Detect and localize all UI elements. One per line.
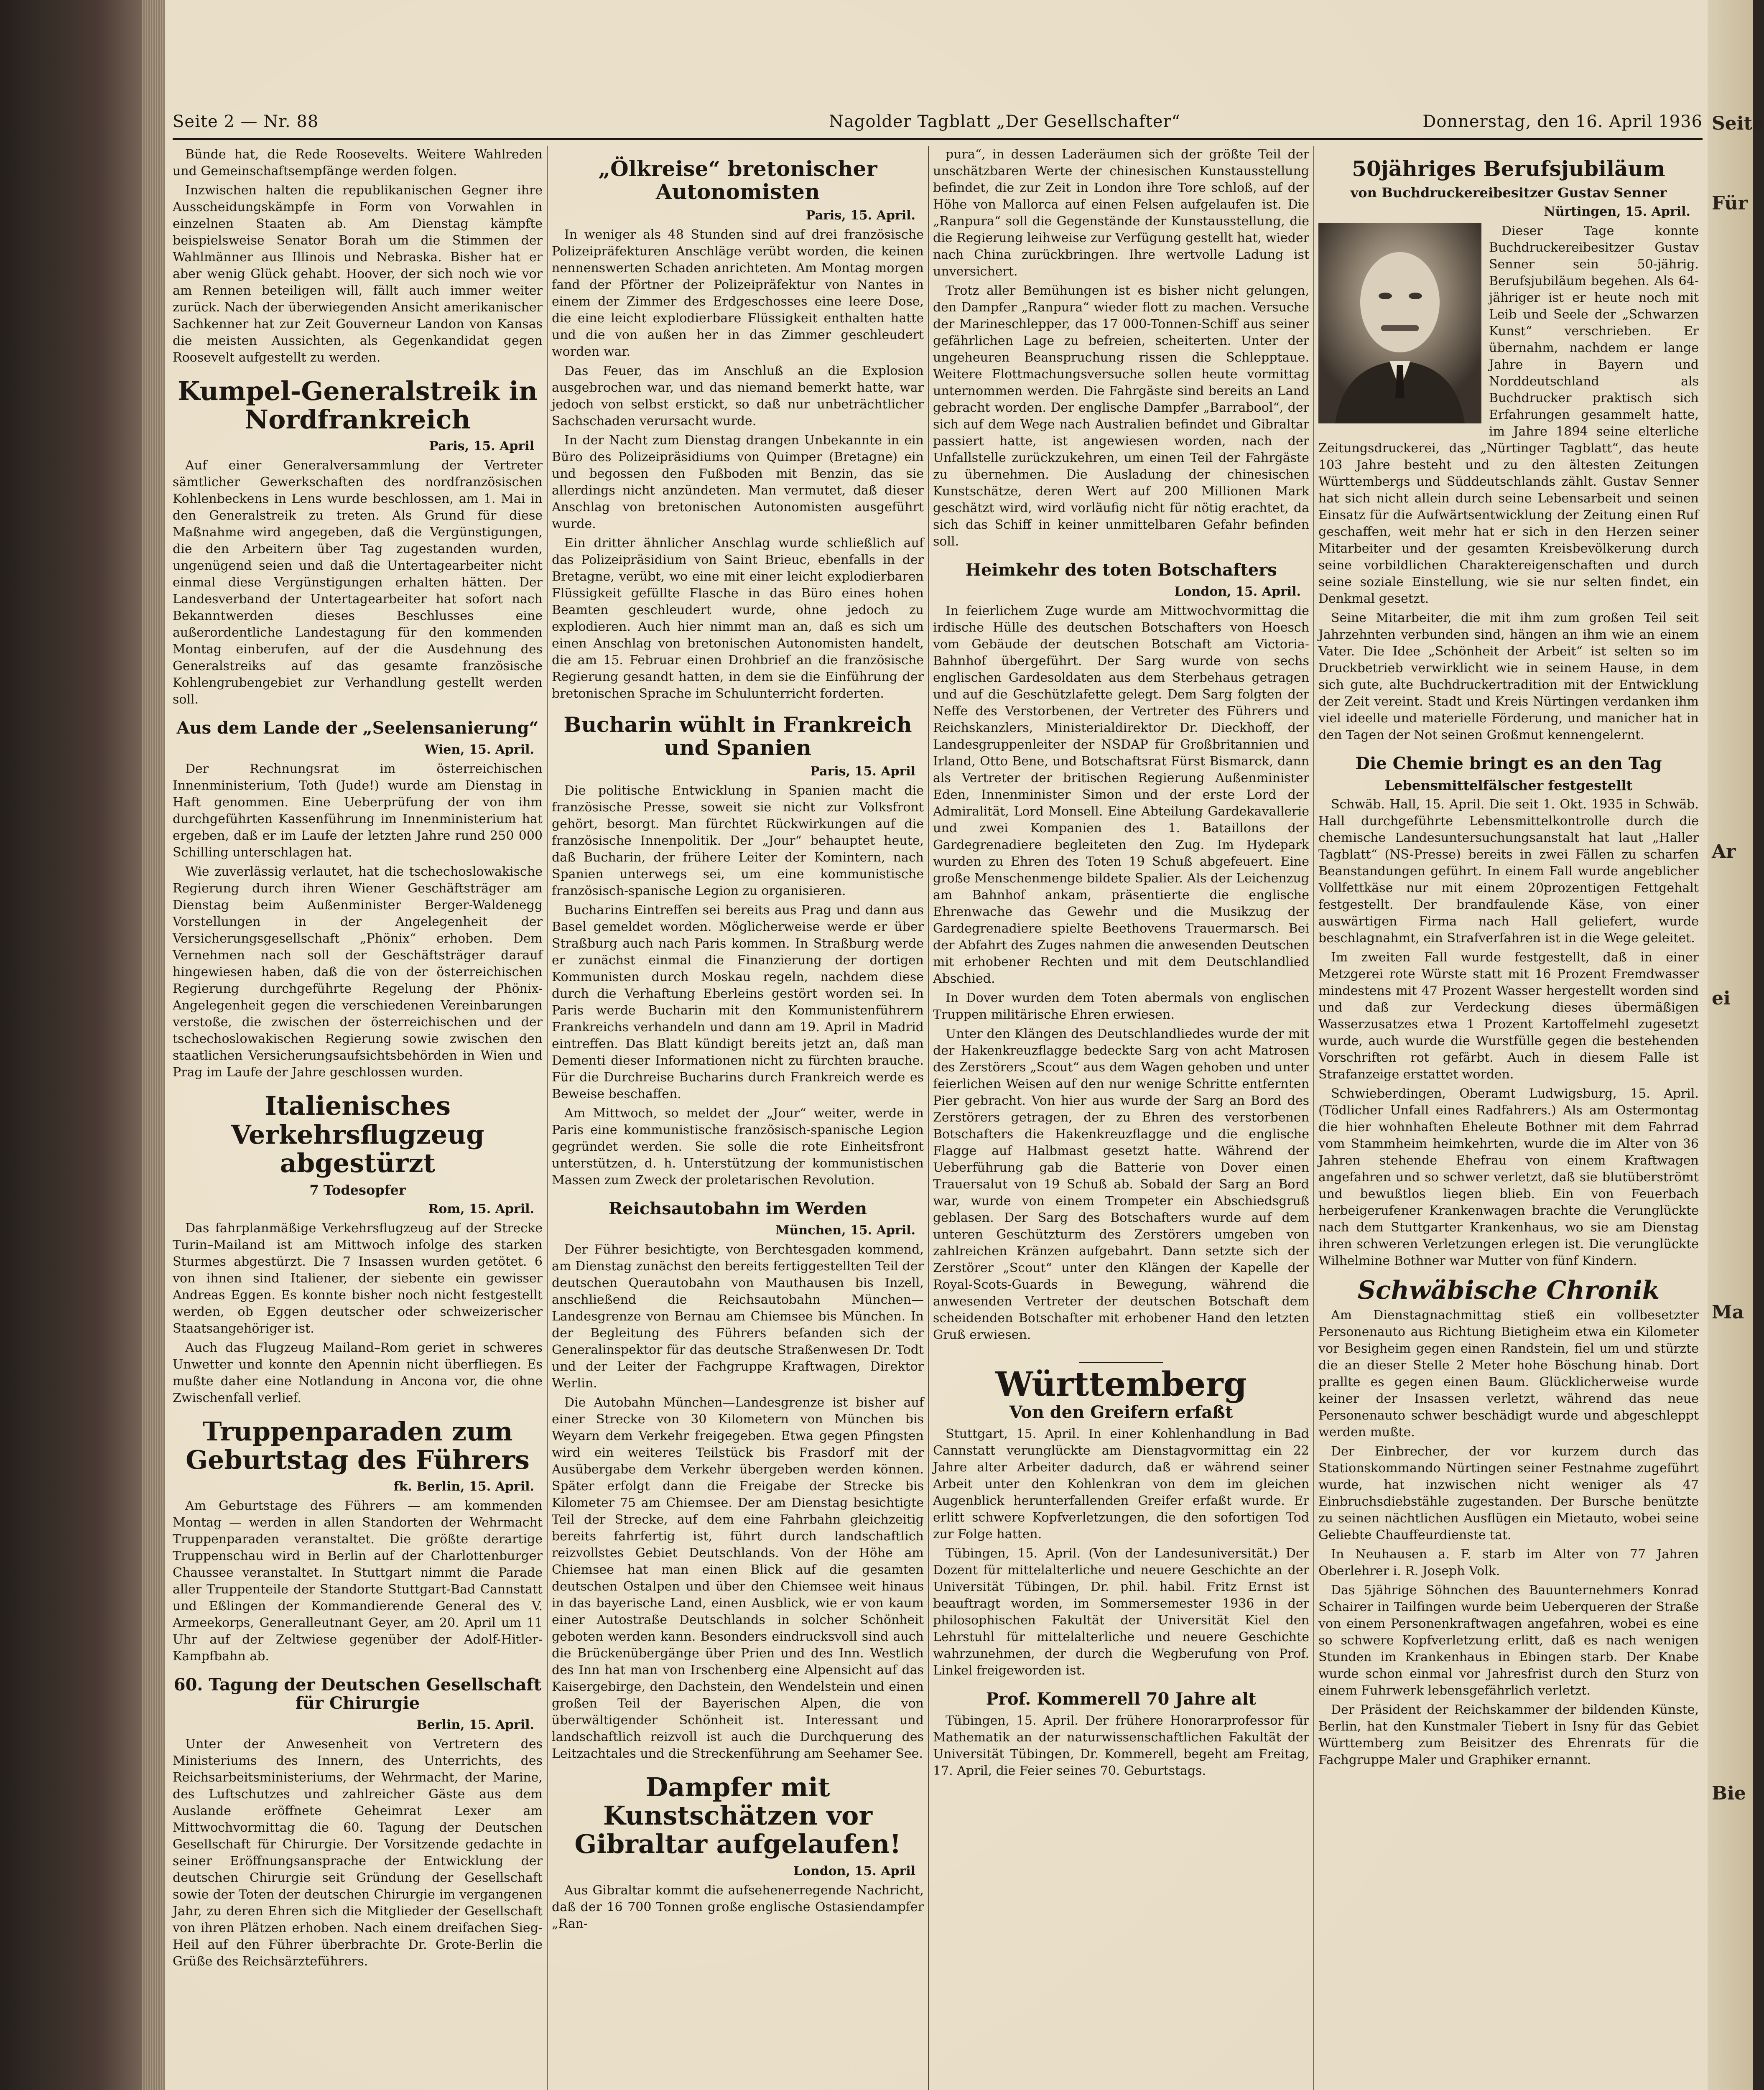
dateline: fk. Berlin, 15. April. bbox=[393, 1479, 534, 1494]
article-text: Der Rechnungsrat im österreichischen Innenministerium, Toth (Jude!) wurde am Dienstag in Haft genommen. Eine Ueberprüfung der von ihm durchgeführten Kassenführung im Innenministerium hat ergeben, daß er im Laufe der letzten Jahre rund 250 000 Schilling unterschlagen hat. bbox=[173, 762, 543, 860]
subheadline: von Buchdruckereibesitzer Gustav Senner bbox=[1350, 185, 1667, 201]
article-text: pura“, in dessen Laderäumen sich der größte Teil der unschätzbaren Werte der chinesischen Kunstausstellung befindet, die zur Zeit in London ihre Tore schloß, auf der Höhe von Mallorca auf einen Felsen aufgelaufen ist. Die „Ranpura“ soll die Gegenstände der Kunstausstellung, die die Regierung leihweise zur Verfügung gestellt hat, wieder nach China zurückbringen. Ihre wertvolle Ladung ist unversichert. bbox=[933, 147, 1309, 279]
dateline: Wien, 15. April. bbox=[424, 742, 534, 757]
edge-fragment: ei bbox=[1712, 988, 1731, 1009]
headline-seelensanierung: Aus dem Lande der „Seelensanierung“ bbox=[176, 718, 539, 738]
article-text: Im zweiten Fall wurde festgestellt, daß in einer Metzgerei rote Würste statt mit 16 Prozent Fremdwasser mindestens mit 47 Prozent Wasser hergestellt worden sind und daß zur Verdeckung dieses übermäßigen Wasserzusatzes etwa 1 Prozent Kartoffelmehl zugesetzt wurde, auch wurde die Wurstfülle gegen die bestehenden Vorschriften rot gefärbt. Auch in diesem Falle ist Strafanzeige erstattet worden. bbox=[1318, 950, 1699, 1082]
dateline: Berlin, 15. April. bbox=[416, 1718, 534, 1733]
article-text: In weniger als 48 Stunden sind auf drei französische Polizeipräfekturen Anschläge verübt worden, die keinen nennenswerten Schaden anrichteten. Am Montag morgen fand der Pförtner der Polizeipräfektur von Nantes in einem der Zimmer des Erdgeschosses eine leere Dose, die eine leicht explodierbare Flüssigkeit enthalten hatte und die von außen her in das Zimmer geschleudert worden war. bbox=[552, 227, 924, 359]
article-text: Aus Gibraltar kommt die aufsehenerregende Nachricht, daß der 16 700 Tonnen große englische Ostasiendampfer „Ran- bbox=[552, 1883, 924, 1931]
book-binding bbox=[0, 0, 165, 2090]
article-text: Unter den Klängen des Deutschlandliedes wurde der mit der Hakenkreuzflagge bedeckte Sarg von acht Matrosen des Zerstörers „Scout“ aus dem Wagen gehoben und unter feierlichen Weisen auf den nur wenige Schritte entfernten Pier gebracht. Von hier aus wurde der Sarg an Bord des Zerstörers getragen, der zu Ehren des verstorbenen Botschafters die Hakenkreuzflagge und die englische Flagge auf Halbmast gesetzt hatte. Während der Ueberführung gab die Batterie von Dover einen Trauersalut von 19 Schuß ab. Sobald der Sarg an Bord war, wurde von einem Trompeter ein Abschiedsgruß geblasen. Der Sarg des Botschafters wurde auf dem unteren Geschützturm des Zerstörers umgeben von zahlreichen Kränzen aufgebahrt. Dann setzte sich der Zerstörer „Scout“ unter den Klängen der Kapelle der Royal-Scots-Guards in Bewegung, während die anwesenden Vertreter der deutschen Botschaft dem scheidenden Botschafter mit erhobener Hand den letzten Gruß erwiesen. bbox=[933, 1027, 1309, 1342]
headline-chirurgie: 60. Tagung der Deutschen Gesellschaft für Chirurgie bbox=[173, 1675, 542, 1713]
article-text: In Neuhausen a. F. starb im Alter von 77 Jahren Oberlehrer i. R. Joseph Volk. bbox=[1318, 1547, 1699, 1578]
headline-kommerell: Prof. Kommerell 70 Jahre alt bbox=[986, 1689, 1257, 1709]
headline-reichsautobahn: Reichsautobahn im Werden bbox=[608, 1199, 867, 1218]
dateline: Paris, 15. April bbox=[810, 764, 915, 779]
article-text: Unter der Anwesenheit von Vertretern des Ministeriums des Innern, des Unterrichts, des Reichsarbeitsministeriums, der Wehrmacht, der Marine, des Luftschutzes und zahlreicher Gäste aus dem Auslande eröffnete Geheimrat Lexer am Mittwochvormittag die 60. Tagung der Deutschen Gesellschaft für Chirurgie. Der Vorsitzende gedachte in seiner Eröffnungsansprache der Entwicklung der deutschen Chirurgie seit Gründung der Gesellschaft sowie der Toten der deutschen Chirurgie im vergangenen Jahr, zu deren Ehren sich die Mitglieder der Gesellschaft von ihren Plätzen erhoben. Nach einem dreifachen Sieg-Heil auf den Führer überbrachte Dr. Grote-Berlin die Grüße des Reichsärzteführers. bbox=[173, 1737, 543, 1969]
dateline: München, 15. April. bbox=[775, 1223, 915, 1238]
article-text: Inzwischen halten die republikanischen Gegner ihre Ausscheidungskämpfe in Form von Vorwahlen in einzelnen Staaten ab. Am Dienstag kämpfte beispielsweise Senator Borah um die Stimmen der Wahlmänner aus Illinois und Nebraska. Bisher hat er aber wenig Glück gehabt. Hoover, der sich noch wie vor am Rennen beteiligen will, fällt auch immer weiter zurück. Nach der überwiegenden Ansicht amerikanischer Sachkenner hat zur Zeit Gouverneur Landon von Kansas die meisten Aussichten, als Gegenkandidat gegen Roosevelt aufgestellt zu werden. bbox=[173, 183, 543, 365]
next-page-edge bbox=[1708, 0, 1764, 2090]
column-4 bbox=[1318, 146, 1699, 2090]
newspaper-page bbox=[165, 0, 1708, 2090]
edge-fragment: Bie bbox=[1712, 1783, 1746, 1804]
article-text: Das Feuer, das im Anschluß an die Explosion ausgebrochen war, und das niemand bemerkt hatte, war jedoch von selbst erstickt, so daß nur unbeträchtlicher Sachschaden verursacht wurde. bbox=[552, 364, 924, 428]
article-text: Schwieberdingen, Oberamt Ludwigsburg, 15. April. (Tödlicher Unfall eines Radfahrers.) Als am Ostermontag die hier wohnhaften Eheleute Bothner mit dem Fahrrad vom Stammheim heimkehrten, wurde die im Alter von 36 Jahren stehende Ehefrau von einem Kraftwagen angefahren und so schwer verletzt, daß sie blutüberströmt und bewußtlos liegen blieb. Ein von Feuerbach herbeigerufener Krankenwagen brachte die Verunglückte nach dem Stuttgarter Krankenhaus, wo sie am Dienstag ihren schweren Verletzungen erlegen ist. Die verunglückte Wilhelmine Bothner war Mutter von fünf Kindern. bbox=[1318, 1086, 1699, 1268]
headline-berufsjubilaeum: 50jähriges Berufsjubiläum bbox=[1352, 156, 1665, 181]
article-text: Stuttgart, 15. April. In einer Kohlenhandlung in Bad Cannstatt verunglückte am Dienstagvormittag ein 22 Jahre alter Arbeiter dadurch, daß er während seiner Arbeit unter den Kohlenkran von dem im gleichen Augenblick herunterfallenden Greifer erfaßt wurde. Er erlitt schwere Kopfverletzungen, die den sofortigen Tod zur Folge hatten. bbox=[933, 1427, 1309, 1542]
article-text: Auf einer Generalversammlung der Vertreter sämtlicher Gewerkschaften des nordfranzösischen Kohlenbeckens in Lens wurde beschlossen, am 1. Mai in den Generalstreik zu treten. Als Grund für diese Maßnahme wird angegeben, daß die Vergünstigungen, die den Arbeitern über Tag zugestanden wurden, ungenügend seien und daß die Untertagearbeiter nicht einmal diese Vergünstigungen erhalten hätten. Der Landesverband der Untertagearbeiter hat sofort nach Bekanntwerden dieses Beschlusses eine außerordentliche Landestagung für den kommenden Montag einberufen, auf der die Ausdehnung des Generalstreiks auf das gesamte französische Kohlengrubengebiet zur Verhandlung gestellt werden soll. bbox=[173, 458, 543, 707]
dateline: Paris, 15. April. bbox=[806, 208, 915, 223]
section-title-chronik: Schwäbische Chronik bbox=[1357, 1276, 1660, 1305]
portrait-photo bbox=[1318, 223, 1481, 423]
subheadline: 7 Todesopfer bbox=[309, 1182, 406, 1198]
article-text: Trotz aller Bemühungen ist es bisher nicht gelungen, den Dampfer „Ranpura“ wieder flott zu machen. Versuche der Marineschlepper, das 17 000-Tonnen-Schiff aus seiner gefährlichen Lage zu befreien, scheiterten. Unter der ungeheuren Beanspruchung rissen die Schlepptaue. Weitere Flottmachungsversuche sollen heute vormittag unternommen werden. Die Fahrgäste sind bereits an Land gebracht worden. Der englische Dampfer „Barrabool“, der sich auf dem Wege nach Australien befindet und Gibraltar passiert hatte, ist angewiesen worden, nach der Unfallstelle zurückzukehren, um einen Teil der Fahrgäste zu übernehmen. Die Ausladung der chinesischen Kunstschätze, deren Wert auf 200 Millionen Mark geschätzt wird, wird vorläufig nicht für nötig erachtet, da sich das Schiff in keiner unmittelbaren Gefahr befinden soll. bbox=[933, 283, 1309, 549]
headline-dampfer: Dampfer mit Kunstschätzen vor Gibraltar aufgelaufen! bbox=[574, 1772, 901, 1860]
page-header bbox=[173, 112, 1703, 137]
headline-greifer: Von den Greifern erfaßt bbox=[1009, 1402, 1233, 1422]
column-divider bbox=[928, 146, 929, 2090]
article-text: Seine Mitarbeiter, die mit ihm zum großen Teil seit Jahrzehnten verbunden sind, hängen an ihm wie an einem Vater. Die Idee „Schönheit der Arbeit“ ist selten so im Druckbetrieb verwirklicht wie in seinem Hause, in dem sich gute, alte Buchdruckertradition mit der Entwicklung der Zeit vereint. Stadt und Kreis Nürtingen verdanken ihm viel ideelle und materielle Förderung, und manicher hat in den Tagen der Not seinen Großmut kennengelernt. bbox=[1318, 611, 1699, 742]
section-rule bbox=[1079, 1362, 1163, 1363]
article-text: Der Führer besichtigte, von Berchtesgaden kommend, am Dienstag zunächst den bereits fertiggestellten Teil der deutschen Querautobahn von Mauthausen bis Inzell, anschließend die Reichsautobahn München—Landesgrenze von Bernau am Chiemsee bis München. In der Begleitung des Führers befanden sich der Generalinspektor für das deutsche Straßenwesen Dr. Todt und der Leiter der Fachgruppe Kraftwagen, Direktor Werlin. bbox=[552, 1242, 924, 1391]
edge-fragment: Ar bbox=[1712, 841, 1736, 862]
headline-truppenparaden: Truppenparaden zum Geburtstag des Führers bbox=[186, 1416, 530, 1476]
headline-verkehrsflugzeug: Italienisches Verkehrsflugzeug abgestürzt bbox=[231, 1091, 484, 1178]
edge-fragment: Seite bbox=[1712, 113, 1764, 134]
article-text: Bünde hat, die Rede Roosevelts. Weitere Wahlreden und Gemeinschaftsempfänge werden folgen. bbox=[173, 147, 543, 178]
article-text: Tübingen, 15. April. (Von der Landesuniversität.) Der Dozent für mittelalterliche und neuere Geschichte an der Universität Tübingen, Dr. phil. habil. Fritz Ernst ist beauftragt worden, im Sommersemester 1936 in der philosophischen Fakultät der Universität Kiel den Lehrstuhl für mittelalterliche und neuere Geschichte wahrzunehmen, der durch die Wegberufung von Prof. Linkel freigeworden ist. bbox=[933, 1546, 1309, 1678]
edge-fragment: Ma bbox=[1712, 1302, 1744, 1323]
article-text: Das fahrplanmäßige Verkehrsflugzeug auf der Strecke Turin–Mailand ist am Mittwoch infolge des starken Sturmes abgestürzt. Die 7 Insassen wurden getötet. 6 von ihnen sind Italiener, der siebente ein gewisser Andreas Eggen. Es konnte bisher noch nicht festgestellt werden, ob Eggen deutscher oder schweizerischer Staatsangehöriger ist. bbox=[173, 1221, 543, 1336]
dateline: Nürtingen, 15. April. bbox=[1544, 204, 1690, 219]
subheadline: Lebensmittelfälscher festgestellt bbox=[1384, 777, 1633, 793]
column-1 bbox=[173, 146, 543, 2090]
article-text: Das 5jährige Söhnchen des Bauunternehmers Konrad Schairer in Tailfingen wurde beim Ueberqueren der Straße von einem Personenkraftwagen angefahren, wobei es eine so schwere Kopfverletzung erlitt, daß es nach wenigen Stunden im Krankenhaus in Ebingen starb. Der Knabe wurde schon einmal vor Jahresfrist durch den Sturz von einem Fuhrwerk lebensgefährlich verletzt. bbox=[1318, 1583, 1699, 1698]
article-text: Ein dritter ähnlicher Anschlag wurde schließlich auf das Polizeipräsidium von Saint Brieuc, ebenfalls in der Bretagne, verübt, wo eine mit einer leicht explodierbaren Flüssigkeit gefüllte Flasche in das Büro eines hohen Beamten geschleudert wurde, ohne jedoch zu explodieren. Auch hier nimmt man an, daß es sich um einen Anschlag von bretonischen Autonomisten handelt, die am 15. Februar einen Drohbrief an die französische Regierung gesandt hatten, in dem sie die Einführung der bretonischen Sprache im Schulunterricht forderten. bbox=[552, 536, 924, 701]
dateline: Rom, 15. April. bbox=[428, 1201, 534, 1216]
section-title-wuerttemberg: Württemberg bbox=[995, 1364, 1247, 1404]
header-date: Donnerstag, den 16. April 1936 bbox=[1422, 112, 1703, 131]
article-text: Dieser Tage konnte Buchdruckereibesitzer Gustav Senner sein 50-jährig. Berufsjubiläum begehen. Als 64-jähriger ist er heute noch mit Leib und Seele der „Schwarzen Kunst“ verschrieben. Er übernahm, nachdem er lange Jahre in Bayern und Norddeutschland als Buchdrucker praktisch sich Erfahrungen gesammelt hatte, im Jahre 1894 seine elterliche Zeitungsdruckerei, das „Nürtinger Tagblatt“, das heute 103 Jahre besteht und zu den ältesten Zeitungen Württembergs und Süddeutschlands zählt. Gustav Senner hat sich nicht allein durch seine Lebensarbeit und seinen Einsatz für die Aufwärtsentwicklung der Zeitung einen Ruf geschaffen, weit mehr hat er sich in den Herzen seiner Mitarbeiter und der gesamten Kreisbevölkerung durch seine vorbildlichen Charaktereigenschaften und durch seine soziale Einstellung, wie sie nur selten findet, ein Denkmal gesetzt. bbox=[1318, 224, 1699, 606]
headline-botschafter: Heimkehr des toten Botschafters bbox=[965, 560, 1277, 580]
headline-chemie: Die Chemie bringt es an den Tag bbox=[1355, 754, 1662, 773]
dateline: Paris, 15. April bbox=[429, 439, 534, 454]
page-stack-edge bbox=[142, 0, 165, 2090]
article-text: Am Geburtstage des Führers — am kommenden Montag — werden in allen Standorten der Wehrmacht Truppenparaden veranstaltet. Die größte derartige Truppenschau wird in Berlin auf der Charlottenburger Chaussee veranstaltet. In Stuttgart nimmt die Parade aller Truppenteile der Standorte Stuttgart-Bad Cannstatt und Eßlingen der Kommandierende General des V. Armeekorps, Generalleutnant Geyer, am 20. April um 11 Uhr auf der Zeltwiese gegenüber der Adolf-Hitler-Kampfbahn ab. bbox=[173, 1499, 543, 1664]
article-text: In feierlichem Zuge wurde am Mittwochvormittag die irdische Hülle des deutschen Botschafters von Hoesch vom Gebäude der deutschen Botschaft am Victoria-Bahnhof übergeführt. Der Sarg wurde von sechs englischen Gardesoldaten aus dem Sterbehaus getragen und auf die Geschützlafette gelegt. Dem Sarg folgten der Neffe des Verstorbenen, der Vertreter des Führers und Reichskanzlers, Ministerialdirektor Dr. Dieckhoff, der Landesgruppenleiter der NSDAP für Großbritannien und Irland, Otto Bene, und Botschaftsrat Fürst Bismarck, dann als Vertreter der britischen Regierung Außenminister Eden, Innenminister Simon und der erste Lord der Admiralität, Lord Monsell. Eine Abteilung Gardekavallerie und zwei Kompanien des 1. Bataillons der Gardegrenadiere begleiteten den Zug. Im Hydepark wurden zu Ehren des Toten 19 Schuß abgefeuert. Eine große Menschenmenge bildete Spalier. Als der Leichenzug am Bahnhof ankam, präsentierte die englische Ehrenwache das Gewehr und die Musikzug der Gardegrenadiere spielte Beethovens Trauermarsch. Bei der Abfahrt des Zuges nahmen die anwesenden Deutschen mit erhobener Rechten und mit dem Deutschlandlied Abschied. bbox=[933, 604, 1309, 986]
article-text: In Dover wurden dem Toten abermals von englischen Truppen militärische Ehren erwiesen. bbox=[933, 991, 1309, 1022]
article-text: Der Präsident der Reichskammer der bildenden Künste, Berlin, hat den Kunstmaler Tiebert in Isny für das Gebiet Württemberg zum Beisitzer des Ehrenrats für die Fachgruppe Maler und Graphiker ernannt. bbox=[1318, 1703, 1699, 1767]
headline-generalstreik: Kumpel-Generalstreik in Nordfrankreich bbox=[178, 376, 538, 435]
article-text: Schwäb. Hall, 15. April. Die seit 1. Okt. 1935 in Schwäb. Hall durchgeführte Lebensmittelkontrolle durch die chemische Landesuntersuchungsanstalt hat laut „Haller Tagblatt“ (NS-Presse) bereits in zwei Fällen zu scharfen Beanstandungen geführt. In einem Fall wurde angeblicher Vollfettkäse nur mit einem 20prozentigen Fettgehalt festgestellt. Der brandfaulende Käse, von einer auswärtigen Firma nach Hall geliefert, wurde beschlagnahmt, ein Strafverfahren ist in die Wege geleitet. bbox=[1318, 797, 1699, 946]
dateline: London, 15. April bbox=[793, 1863, 915, 1878]
column-divider bbox=[547, 146, 548, 2090]
column-3 bbox=[933, 146, 1309, 2090]
column-2 bbox=[552, 146, 924, 2090]
article-text: Am Dienstagnachmittag stieß ein vollbesetzter Personenauto aus Richtung Bietigheim etwa ein Kilometer vor Besigheim gegen einen Randstein, fiel um und stürzte die an dieser Stelle 2 Meter hohe Böschung hinab. Dort prallte es gegen einen Baum. Glücklicherweise wurde keiner der Insassen verletzt, während das neue Personenauto schwer beschädigt wurde und abgeschleppt werden mußte. bbox=[1318, 1308, 1699, 1440]
edge-fragment: Für bbox=[1712, 193, 1748, 214]
column-divider bbox=[1313, 146, 1314, 2090]
header-page-number: Seite 2 — Nr. 88 bbox=[173, 112, 319, 131]
header-masthead: Nagolder Tagblatt „Der Gesellschafter“ bbox=[829, 112, 1180, 131]
article-text: Der Einbrecher, der vor kurzem durch das Stationskommando Nürtingen seiner Festnahme zugeführt wurde, hat inzwischen nicht weniger als 47 Einbruchsdiebstähle zugestanden. Der Bursche benützte zu seinen nächtlichen Ausflügen ein Mietauto, wobei seine Geliebte Chauffeurdienste tat. bbox=[1318, 1444, 1699, 1542]
article-text: Wie zuverlässig verlautet, hat die tschechoslowakische Regierung durch ihren Wiener Geschäftsträger am Dienstag beim Außenminister Berger-Waldenegg Vorstellungen in der Angelegenheit der Versicherungsgesellschaft „Phönix“ erhoben. Dem Vernehmen nach soll der Geschäftsträger darauf hingewiesen haben, daß die von der österreichischen Regierung durchgeführte Regelung der Phönix-Angelegenheit gegen die verschiedenen Vereinbarungen verstoße, die zwischen der österreichischen und der tschechoslowakischen Regierung sowie zwischen den staatlichen Versicherungsaufsichtsbehörden in Wien und Prag im Laufe der Jahre geschlossen wurden. bbox=[173, 864, 543, 1080]
article-text: Bucharins Eintreffen sei bereits aus Prag und dann aus Basel gemeldet worden. Möglicherweise werde er über Straßburg auch nach Paris kommen. In Straßburg werde er zunächst einmal die Finanzierung der dortigen Kommunisten durch Moskau regeln, nachdem diese durch die Verhaftung Eberleins gestört worden sei. In Paris werde Bucharin mit den Kommunistenführern Frankreichs verhandeln und dann am 19. April in Madrid eintreffen. Das Blatt kündigt bereits jetzt an, daß man Dementi dieser Informationen nicht zu fürchten brauche. Für die Durchreise Bucharins durch Frankreich werde es Beweise beschaffen. bbox=[552, 903, 924, 1101]
article-text: Die politische Entwicklung in Spanien macht die französische Presse, soweit sie nicht zur Volksfront gehört, besorgt. Man fürchtet Rückwirkungen auf die französische Innenpolitik. Der „Jour“ behauptet heute, daß Bucharin, der frühere Leiter der Komintern, nach Spanien unterwegs sei, um eine kommunistische französisch-spanische Legion zu organisieren. bbox=[552, 783, 924, 898]
article-text: Am Mittwoch, so meldet der „Jour“ weiter, werde in Paris eine kommunistische französisch-spanische Legion gegründet werden. Sie solle die rote Einheitsfront unterstützen, d. h. Unterstützung der kommunistischen Massen zum Zweck der proletarischen Revolution. bbox=[552, 1106, 924, 1188]
dateline: London, 15. April. bbox=[1174, 584, 1301, 599]
article-text: Die Autobahn München—Landesgrenze ist bisher auf einer Strecke von 30 Kilometern von München bis Weyarn dem Verkehr freigegeben. Etwa gegen Pfingsten wird ein weiteres Teilstück bis Frasdorf mit der Ausübergabe dem Verkehr übergeben werden können. Später erfolgt dann die Freigabe der Strecke bis Kilometer 75 am Chiemsee. Der am Dienstag besichtigte Teil der Strecke, auf dem eine Fahrbahn gleichzeitig bereits fahrfertig ist, führt durch landschaftlich reizvollstes Gebiet Deutschlands. Von der Höhe am Chiemsee hat man einen Blick auf die gesamten deutschen Ostalpen und über den Chiemsee weit hinaus in das bayerische Land, einen Ausblick, wie er von kaum einer Autostraße Deutschlands in solcher Schönheit geboten werden kann. Besonders eindrucksvoll sind auch die Brückenübergänge über Prien und des Inn. Westlich des Inn hat man von Irschenberg eine Alpensicht auf das Kaisergebirge, den Dachstein, den Wendelstein und einen großen Teil der Bayerischen Alpen, die von überwältigender Schönheit ist. Interessant und landschaftlich reizvoll ist auch die Durchquerung des Leitzachtales und die Streckenführung am Seehamer See. bbox=[552, 1395, 924, 1761]
article-text: Auch das Flugzeug Mailand–Rom geriet in schweres Unwetter und konnte den Apennin nicht überfliegen. Es mußte daher eine Notlandung in Ancona vor, die ohne Zwischenfall verlief. bbox=[173, 1340, 543, 1405]
article-text: In der Nacht zum Dienstag drangen Unbekannte in ein Büro des Polizeipräsidiums von Quimper (Bretagne) ein und begossen den Fußboden mit Benzin, das sie allerdings nicht anzündeten. Man vermutet, daß dieser Anschlag von bretonischen Autonomisten ausgeführt wurde. bbox=[552, 433, 924, 531]
header-rule bbox=[173, 138, 1703, 140]
headline-autonomisten: „Ölkreise“ bretonischer Autonomisten bbox=[598, 156, 877, 204]
article-text: Tübingen, 15. April. Der frühere Honorarprofessor für Mathematik an der naturwissenschaftlichen Fakultät der Universität Tübingen, Dr. Kommerell, begeht am Freitag, 17. April, die Feier seines 70. Geburtstags. bbox=[933, 1713, 1309, 1778]
portrait-image bbox=[1318, 223, 1481, 423]
headline-bucharin: Bucharin wühlt in Frankreich und Spanien bbox=[563, 712, 912, 760]
